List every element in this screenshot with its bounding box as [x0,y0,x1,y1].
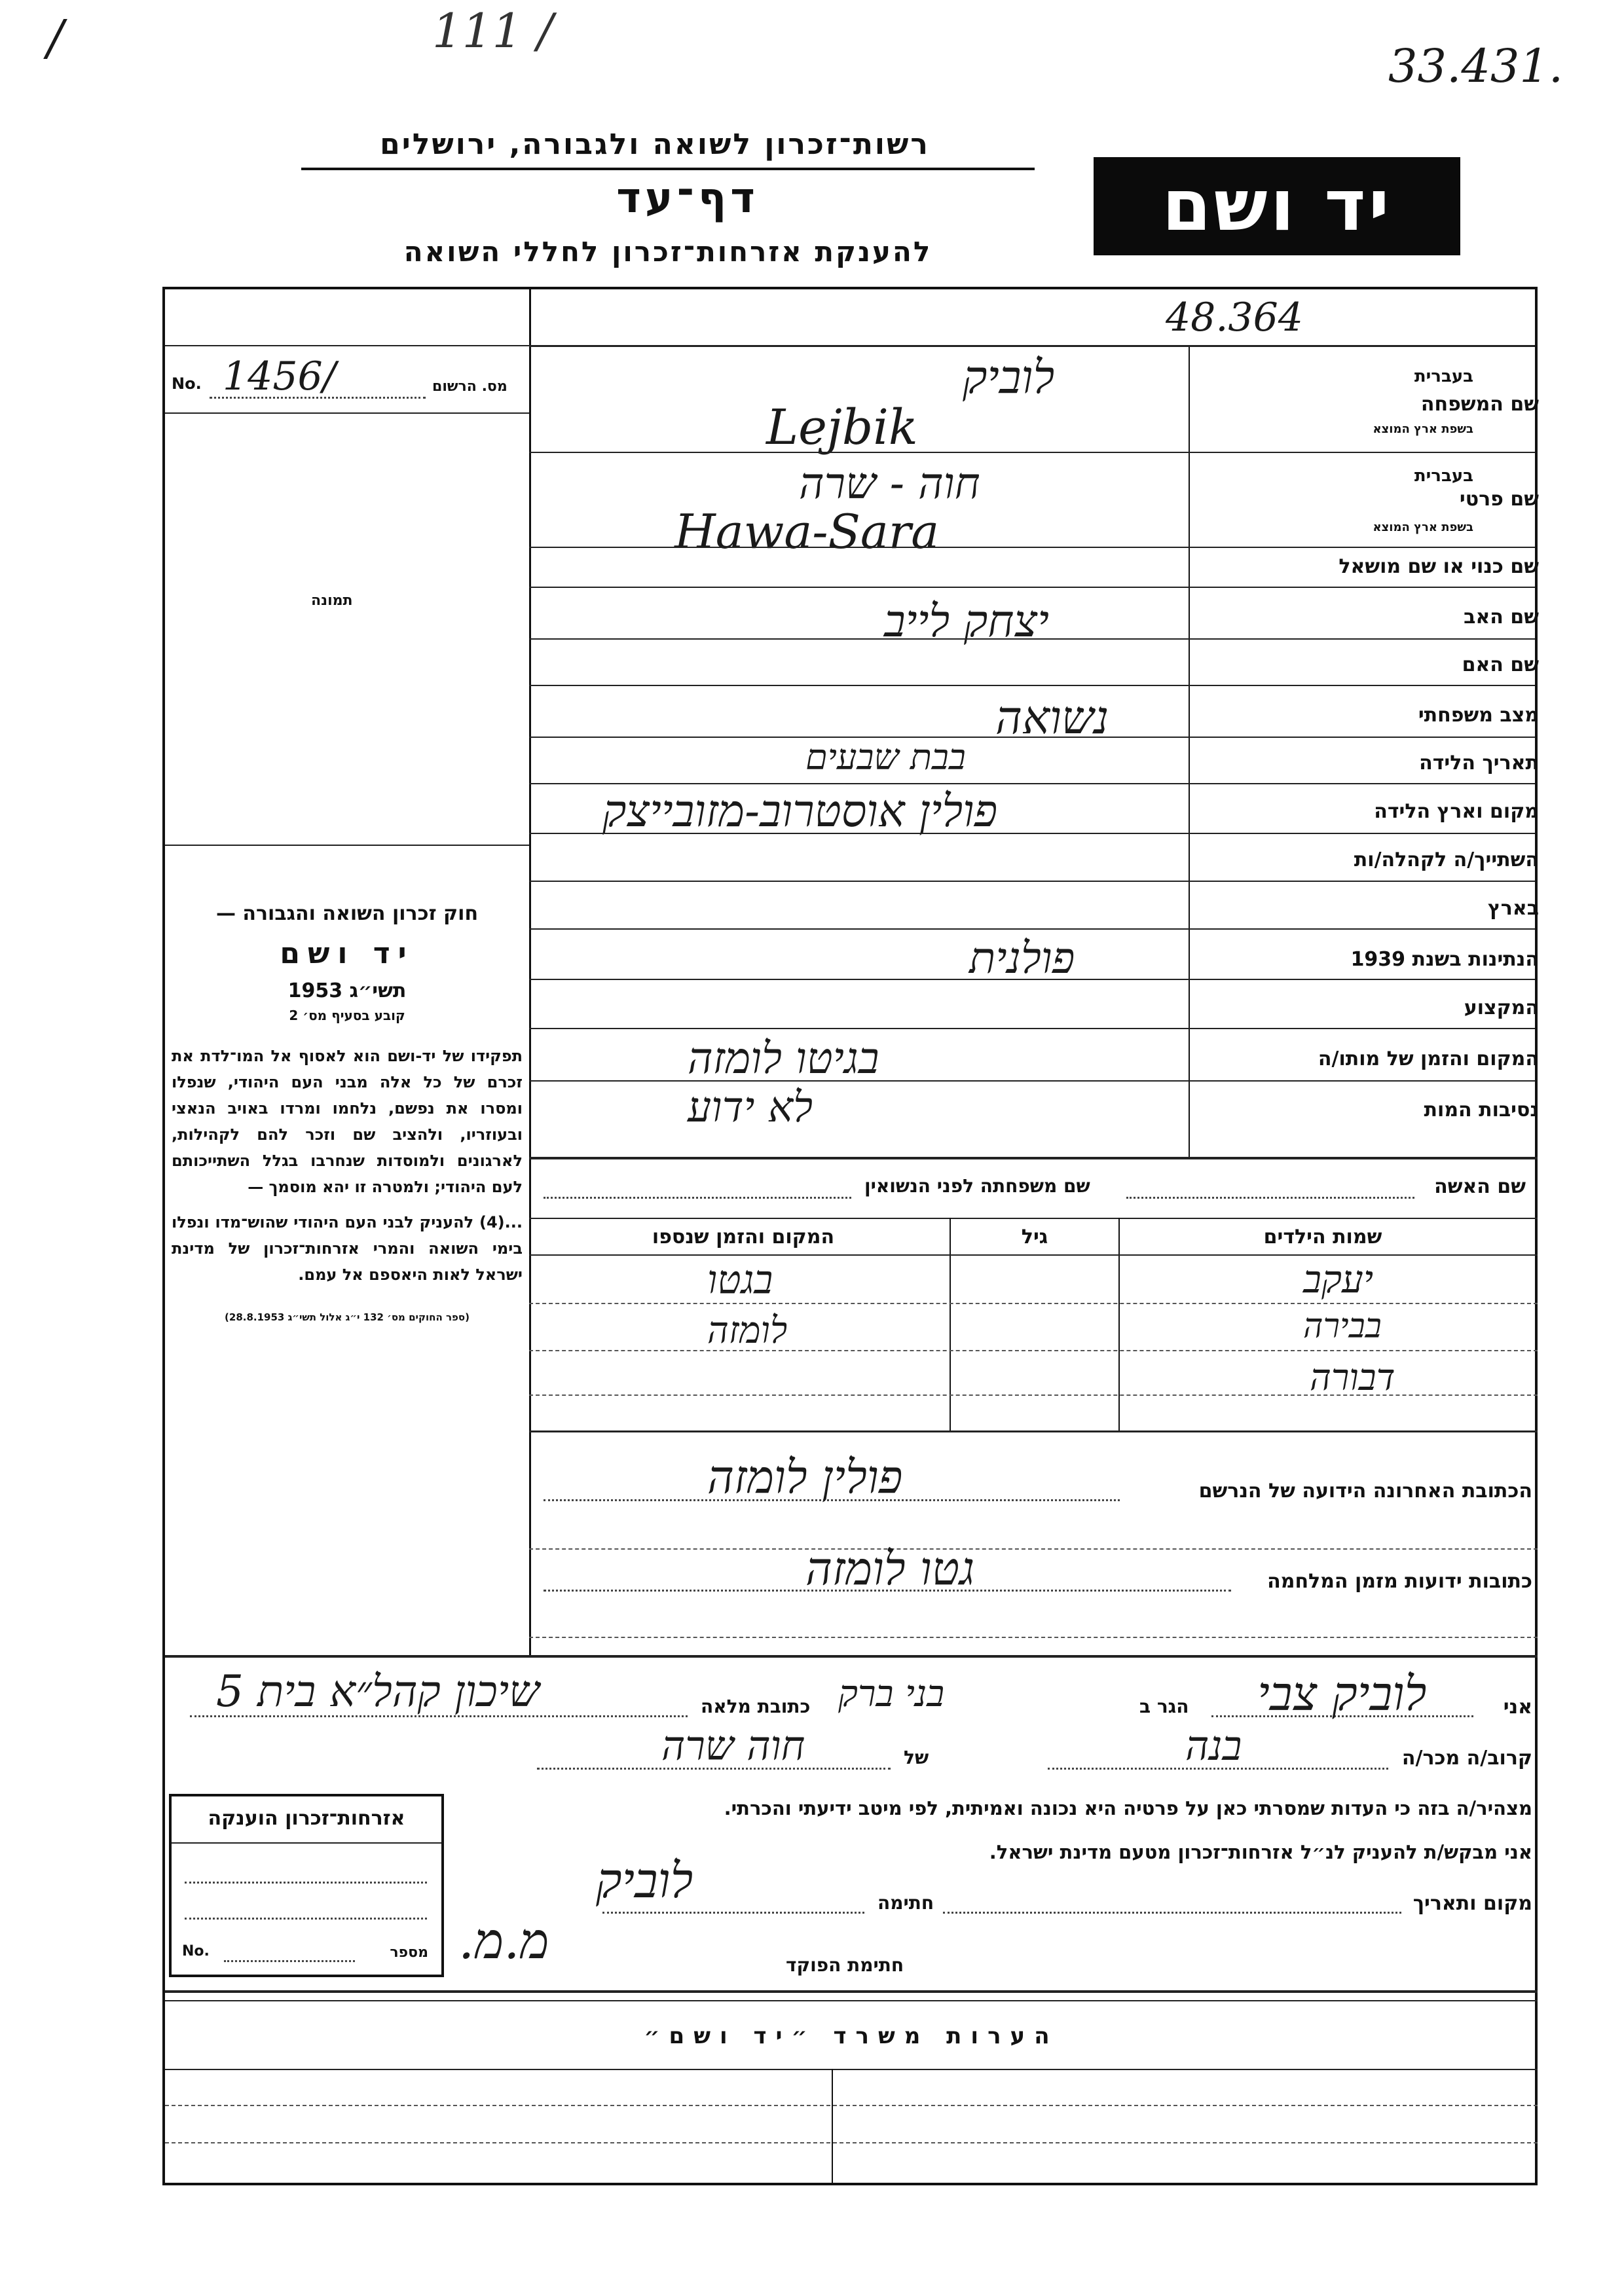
row-rule-3 [529,587,1535,588]
signature-label: חתימה [877,1892,934,1914]
birth-place-value[interactable]: פולין אוסטרוב-מזובייצק [602,786,998,837]
resides-value[interactable]: בני ברק [838,1673,945,1715]
child-name[interactable]: יעקב [1303,1257,1374,1302]
citizenship-value[interactable]: פולנית [969,933,1075,983]
page-title: דף־עד [616,174,759,223]
law-source: (ספר החוקים מס׳ 132 י״ג אלול תשי״ג 28.8.1953) [225,1311,470,1323]
last-address-value[interactable]: פולין לומזה [707,1450,903,1504]
registration-label: מס. הרשום [432,378,507,395]
header-rule [529,345,1535,347]
form-number: 48.364 [1166,295,1303,340]
row-rule-11 [529,979,1535,980]
photo-label: תמונה [311,592,353,609]
registration-no-label: No. [172,374,202,393]
row-rule-1 [529,452,1535,453]
office-remarks-title: הערות משרד ״יד ושם״ [644,2023,1059,2049]
relation-value[interactable]: בנה [1185,1722,1242,1770]
row-rule-7 [529,783,1535,784]
nickname-label: שם כנוי או שם מושאל [1338,555,1539,578]
birth-date-label: תאריך הלידה [1419,752,1539,774]
law-block [172,902,523,1323]
marital-status-value[interactable]: נשואה [995,691,1109,744]
authority-underline [301,168,1035,170]
war-address-label: כתובות ידועות מזמן המלחמה [1267,1570,1532,1593]
father-name-value[interactable]: יצחק לייב [884,596,1049,647]
top-left-mark: / [47,10,64,66]
photo-bottom-rule [165,845,529,846]
certificate-dotted-line-1 [185,1882,427,1884]
children-row-rule-1 [529,1303,1538,1304]
war-address-value[interactable]: גטו לומזה [805,1542,975,1595]
declaration-statement: מצהיר/ה בזה כי העדות שמסרתי כאן על פרטיה היא נכונה ואמיתית, לפי מיטב ידיעתי והכרתי. [724,1797,1532,1819]
row-rule-10 [529,928,1535,930]
certificate-number-dotted-line [224,1960,355,1962]
row-rule-12 [529,1028,1535,1029]
law-clause: קובע בסעיף מס׳ 2 [289,1008,405,1023]
registration-rule [165,412,529,414]
archive-number: 33.431. [1388,39,1564,93]
of-value[interactable]: חוה שרה [661,1722,805,1770]
place-date-dotted-line [943,1912,1401,1914]
full-address-value[interactable]: שיכון קהל״א בית 5 [216,1666,540,1717]
remarks-rule-1 [165,2105,1538,2106]
certificate-no-label: No. [182,1943,210,1959]
authority-name: רשות־זכרון לשואה ולגבורה, ירושלים [380,128,930,161]
surname-hebrew-sub: בעברית [1414,367,1473,386]
death-place-value[interactable]: בגיטו לומזה [688,1033,879,1084]
law-paragraph-2: ...(4) להעניק לבני העם היהודי שהוש־מדו ונפלו בימי השואה והמרי אזרחות־זכרון של מדינת ישראל לאות היאספם אל עמם. [172,1213,523,1284]
remarks-rule-0 [165,2069,1538,2070]
community-label: השתייך/ה לקהלה/ות [1354,848,1539,871]
given-name-label: שם פרטי [1459,488,1539,511]
declarant-name-value[interactable]: לוביק צבי [1257,1666,1427,1721]
page-subtitle: להענקת אזרחות־זכרון לחללי השואה [403,236,932,268]
label-divider [1189,345,1190,1157]
relation-label: קרוב/ה מכר/ה [1401,1747,1532,1770]
address-rule-1 [529,1548,1538,1550]
children-age-header: גיל [1021,1226,1048,1248]
section-rule-declaration-2 [165,2000,1538,2001]
surname-local-sub: בשפת ארץ המוצא [1373,422,1473,436]
resides-label: הגר ב [1139,1696,1189,1717]
row-rule-8 [529,833,1535,834]
children-place-header: המקום והזמן שנספו [652,1226,835,1248]
law-year: תשי״ג 1953 [287,979,407,1002]
remarks-rule-2 [165,2142,1538,2143]
section-rule-addresses [165,1655,1538,1658]
country-label: בארץ [1487,897,1539,920]
children-col-divider-2 [1118,1218,1120,1430]
child-place[interactable]: בגטו [707,1257,773,1303]
address-rule-2 [529,1637,1538,1638]
children-names-header: שמות הילדים [1263,1226,1382,1248]
row-rule-9 [529,881,1535,882]
column-divider [529,287,531,1655]
death-circumstances-label: נסיבות המות [1424,1099,1539,1121]
declaration-request: אני מבקש/ת להעניק לנ״ל אזרחות־זכרון מטעם מדינת ישראל. [989,1841,1532,1863]
given-name-hebrew-sub: בעברית [1414,466,1473,486]
officer-signature-label: חתימת הפוקד [786,1954,904,1976]
surname-hebrew-value[interactable]: לוביק [963,350,1055,404]
law-name: יד ושם [280,937,415,970]
full-address-label: כתובת מלאה [701,1696,811,1717]
place-date-label: מקום ותאריך [1412,1892,1532,1915]
citizenship-label: הנתינות בשנת 1939 [1350,948,1539,971]
children-bottom-rule [529,1430,1538,1432]
certificate-dotted-line-2 [185,1918,427,1920]
birth-place-label: מקום וארץ הלידה [1374,800,1539,823]
certificate-number-label: מספר [390,1944,428,1961]
spouse-label: שם האשה [1434,1175,1526,1198]
last-address-label: הכתובת האחרונה הידועה של הנרשם [1198,1480,1532,1503]
given-name-hebrew-value[interactable]: חוה - שרה [799,458,980,509]
declarant-ani: אני [1503,1696,1532,1719]
yad-vashem-logo: יד ושם [1094,157,1460,255]
maiden-name-label: שם משפחתה לפני הנשואין [864,1175,1090,1197]
section-rule-declaration [165,1990,1538,1993]
death-place-label: המקום והזמן של מותו/ה [1318,1048,1539,1070]
profession-label: המקצוע [1464,996,1539,1019]
maiden-name-dotted-line [544,1197,851,1199]
certificate-box [169,1794,444,1977]
of-label: של [904,1747,929,1768]
row-rule-13 [529,1080,1535,1082]
row-rule-6 [529,737,1535,738]
row-rule-5 [529,685,1535,686]
death-circumstances-value[interactable]: לא ידוע [688,1084,813,1132]
law-title: חוק זכרון השואה והגבורה — [215,902,479,925]
law-paragraph-1: תפקידו של יד-ושם הוא לאסוף אל המו־לדת את זכרם של כל אלה מבני העם היהודי, שנפלו ומסרו את נפשם, נלחמו ומרדו באויב הנאצי ובעוזריו, ולהציב שם וזכר להם לקהילות, לארגונים ולמוסדות שנחרבו בגלל השתייכותם לעם היהודי; ולמטרה זו יהא מוסמך — [172,1047,523,1196]
certificate-title: אזרחות־זכרון הוענקה [208,1807,405,1830]
row-rule-2 [529,547,1535,548]
top-center-mark: 111 / [432,3,553,58]
signature-dotted-line [602,1912,864,1914]
father-name-label: שם האב [1464,606,1539,629]
given-name-local-value[interactable]: Hawa-Sara [674,504,940,559]
certificate-title-rule [172,1842,441,1844]
remarks-divider [832,2069,833,2183]
child-place[interactable]: לומזה [707,1309,788,1352]
section-rule-fields [529,1157,1538,1159]
spouse-rule [529,1218,1538,1219]
spouse-dotted-line [1126,1197,1414,1199]
children-header-rule [529,1254,1538,1256]
birth-date-value[interactable]: בבת שבעים [805,737,966,778]
officer-signature-value[interactable]: מ.מ. [458,1912,549,1970]
children-row-rule-2 [529,1350,1538,1351]
row-rule-4 [529,638,1535,640]
mother-name-label: שם האם [1462,653,1539,676]
registration-number[interactable]: 1456/ [223,354,336,399]
left-top-rule [165,345,529,346]
surname-label: שם המשפחה [1420,393,1539,416]
child-name[interactable]: דבורה [1310,1357,1395,1399]
surname-local-value[interactable]: Lejbik [766,399,918,456]
child-name[interactable]: בבירה [1303,1307,1382,1346]
children-col-divider-1 [950,1218,951,1430]
marital-status-label: מצב משפחתי [1418,704,1539,727]
full-address-dotted-line [190,1715,688,1717]
signature-value[interactable]: לוביק [596,1853,693,1909]
given-name-local-sub: בשפת ארץ המוצא [1373,520,1473,534]
